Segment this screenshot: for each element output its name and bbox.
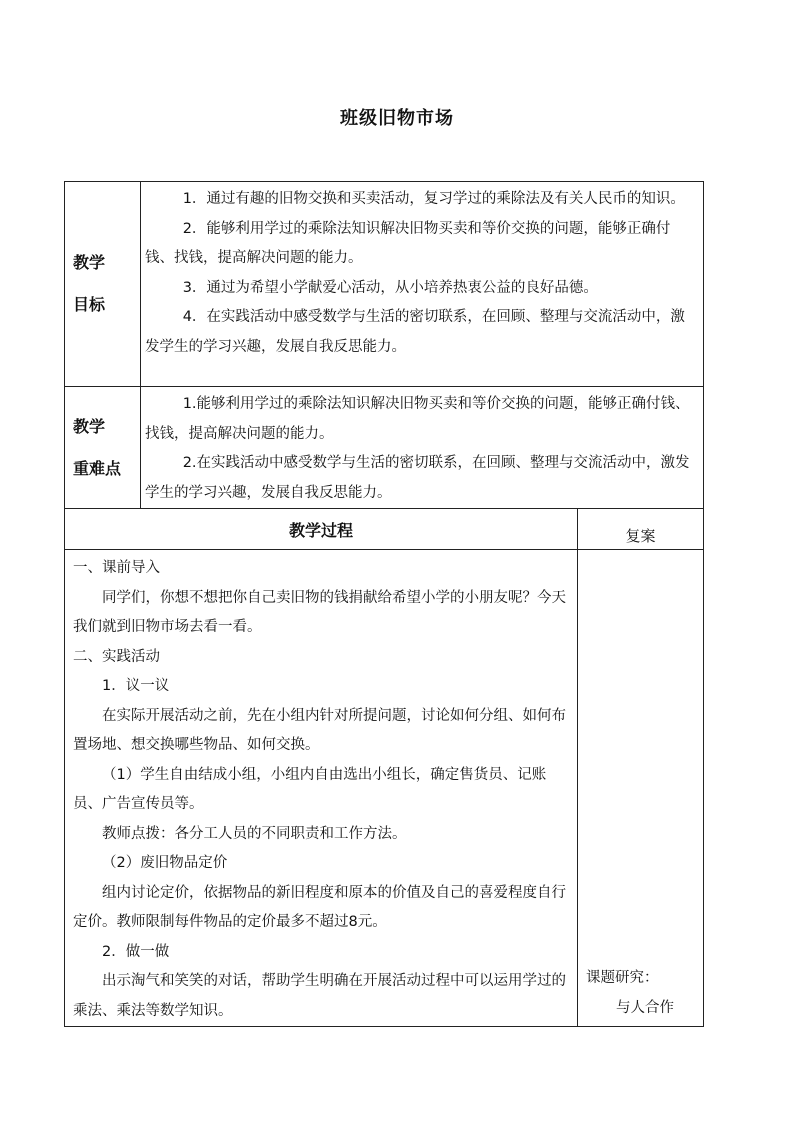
keypoints-row bbox=[65, 387, 704, 509]
process-header: 教学过程 bbox=[65, 509, 578, 550]
objective-item: 4．在实践活动中感受数学与生活的密切联系，在回顾、整理与交流活动中，激发学生的学习兴趣，发展自我反思能力。 bbox=[145, 309, 685, 355]
paragraph: 出示淘气和笑笑的对话，帮助学生明确在开展活动过程中可以运用学过的乘法、乘法等数学知识。 bbox=[73, 973, 566, 1019]
keypoints-label bbox=[65, 387, 141, 509]
paragraph: 在实际开展活动之前，先在小组内针对所提问题，讨论如何分组、如何布置场地、想交换哪些物品、如何交换。 bbox=[73, 707, 566, 753]
objectives-label-line1: 教学 bbox=[73, 253, 106, 272]
paragraph: 组内讨论定价，依据物品的新旧程度和原本的价值及自己的喜爱程度自行定价。教师限制每件物品的定价最多不超过8元。 bbox=[73, 884, 566, 930]
objectives-label bbox=[65, 182, 141, 387]
page-title: 班级旧物市场 bbox=[340, 108, 454, 129]
keypoint-item: 2.在实践活动中感受数学与生活的密切联系，在回顾、整理与交流活动中，激发学生的学习兴趣，发展自我反思能力。 bbox=[145, 455, 690, 501]
lesson-plan-table bbox=[64, 181, 704, 1027]
process-row bbox=[65, 550, 704, 1027]
objective-item: 3．通过为希望小学献爱心活动，从小培养热衷公益的良好品德。 bbox=[182, 279, 598, 296]
sub-heading: 2．做一做 bbox=[102, 943, 170, 960]
keypoints-label-line2: 重难点 bbox=[73, 458, 122, 478]
keypoints-content bbox=[141, 387, 704, 509]
section-heading: 一、课前导入 bbox=[73, 560, 160, 576]
paragraph: 教师点拨：各分工人员的不同职责和工作方法。 bbox=[102, 825, 407, 842]
objective-item: 1．通过有趣的旧物交换和买卖活动，复习学过的乘除法及有关人民币的知识。 bbox=[182, 191, 685, 207]
objectives-label-line2: 目标 bbox=[73, 295, 106, 314]
objectives-row bbox=[65, 182, 704, 387]
process-content bbox=[65, 550, 578, 1027]
sub-heading: （2）废旧物品定价 bbox=[102, 855, 228, 871]
keypoint-item: 1.能够利用学过的乘除法知识解决旧物买卖和等价交换的问题，能够正确付钱、找钱，提高解决问题的能力。 bbox=[145, 396, 690, 442]
objectives-content bbox=[141, 182, 704, 387]
sub-heading: 1．议一议 bbox=[102, 678, 170, 694]
review-note: 与人合作 bbox=[616, 999, 674, 1016]
review-column bbox=[578, 550, 704, 1027]
review-notes bbox=[586, 964, 674, 1023]
keypoints-label-line1: 教学 bbox=[73, 416, 106, 436]
review-header: 复案 bbox=[578, 509, 704, 550]
paragraph: 同学们，你想不想把你自己卖旧物的钱捐献给希望小学的小朋友呢？今天我们就到旧物市场去看一看。 bbox=[73, 589, 566, 635]
process-header-row bbox=[65, 509, 704, 550]
review-note: 课题研究： bbox=[586, 970, 659, 986]
objective-item: 2．能够利用学过的乘除法知识解决旧物买卖和等价交换的问题，能够正确付钱、找钱，提高解决问题的能力。 bbox=[145, 220, 671, 266]
section-heading: 二、实践活动 bbox=[73, 648, 160, 665]
paragraph: （1）学生自由结成小组，小组内自由选出小组长，确定售货员、记账员、广告宣传员等。 bbox=[73, 766, 547, 812]
